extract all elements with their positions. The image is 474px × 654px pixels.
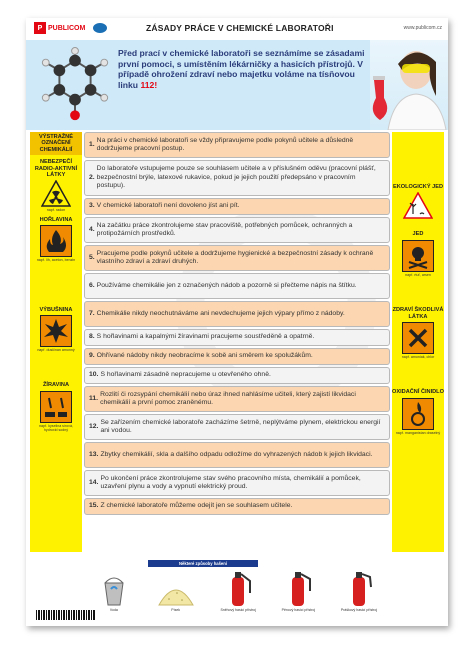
- rule-number: 14.: [89, 478, 99, 486]
- hazard-examples: např. rtuť, arsen: [405, 272, 431, 277]
- extinguishing-title: Některé způsoby hašení: [148, 560, 258, 567]
- hazard-poison: [392, 231, 444, 277]
- method-caption: Písek: [171, 608, 181, 612]
- rule-number: 9.: [89, 352, 95, 360]
- extinguisher-icon: [223, 567, 253, 607]
- page-title: ZÁSADY PRÁCE V CHEMICKÉ LABORATOŘI: [146, 23, 334, 33]
- rule-text: S hořlavinami a kapalnými žíravinami pracujeme soustředěně a opatrně.: [96, 333, 315, 341]
- hazard-ecotoxic: [392, 184, 444, 219]
- rule-item: [84, 348, 390, 365]
- rule-number: 7.: [89, 309, 95, 317]
- rule-item: [84, 198, 390, 215]
- hazard-name: ZDRAVÍ ŠKODLIVÁ LÁTKA: [392, 307, 444, 320]
- intro-banner: [26, 40, 448, 130]
- hazard-examples: např. radon: [46, 208, 66, 213]
- hazard-name: VÝBUŠNINA: [39, 306, 73, 313]
- rule-item: [84, 160, 390, 196]
- method-caption: Voda: [109, 608, 118, 612]
- method-sand: [157, 573, 195, 612]
- rule-item: [84, 132, 390, 158]
- rule-text: S hořlavinami zásadně nepracujeme u otevřeného ohně.: [100, 371, 271, 379]
- rule-text: Ohřívané nádoby nikdy neobracíme k sobě ani směrem ke spolužákům.: [96, 352, 313, 360]
- extinguishing-methods: [84, 570, 390, 612]
- rule-item: [84, 329, 390, 346]
- hazard-radioactive: [30, 159, 82, 213]
- rule-number: 11.: [89, 394, 99, 402]
- rule-number: 1.: [89, 140, 95, 148]
- rule-text: Na začátku práce zkontrolujeme stav pracoviště, potřebných pomůcek, ochranných a protipožárních prostředků.: [96, 221, 353, 237]
- hazard-heading: VÝSTRAŽNÉ OZNAČENÍ CHEMIKÁLIÍ: [30, 132, 82, 155]
- rule-number: 4.: [89, 225, 95, 233]
- method-water: [97, 573, 131, 612]
- hazard-flammable: [30, 217, 82, 263]
- radioactive-icon: [41, 180, 71, 207]
- rule-item: [84, 301, 390, 327]
- method-caption: Práškový hasicí přístroj: [340, 608, 378, 612]
- rule-number: 5.: [89, 253, 95, 261]
- rule-item: [84, 367, 390, 384]
- barcode: [36, 610, 96, 620]
- rule-text: Používáme chemikálie jen z označených nádob a pozorně si přečteme nápis na štítku.: [96, 281, 357, 289]
- rule-item: [84, 273, 390, 299]
- rule-number: 2.: [89, 173, 95, 181]
- publisher-logo-icon: P: [34, 22, 46, 34]
- corrosive-icon: [40, 391, 72, 423]
- rule-number: 8.: [89, 333, 95, 341]
- method-foam-extinguisher: [282, 567, 315, 612]
- publisher-logo: [34, 22, 85, 34]
- intro-text: [118, 48, 368, 90]
- molecule-icon: [36, 46, 114, 126]
- extinguishing-section: [84, 554, 390, 618]
- method-caption: Sněhový hasicí přístroj: [220, 608, 256, 612]
- rule-text: Z chemické laboratoře můžeme odejít jen se souhlasem učitele.: [100, 502, 293, 510]
- rule-item: [84, 386, 390, 412]
- rule-text: Se zařízením chemické laboratoře zacházíme šetrně, neplýtváme plynem, elektrickou energií ani vodou.: [100, 418, 381, 434]
- school-logo-icon: [93, 23, 107, 33]
- extinguisher-icon: [283, 567, 313, 607]
- flame-icon: [40, 225, 72, 257]
- hazard-examples: např. amoniak, chlor: [401, 355, 435, 360]
- hazard-examples: např. dusičnan amonný: [37, 348, 75, 353]
- left-hazard-column: [30, 132, 82, 552]
- rule-number: 12.: [89, 422, 99, 430]
- cross-icon: [402, 322, 434, 354]
- rule-text: Zbytky chemikálií, skla a dalšího odpadu odložíme do vyhrazených nádob k jejich likvidaci.: [100, 450, 373, 458]
- rule-number: 10.: [89, 371, 99, 379]
- rule-text: Chemikálie nikdy neochutnáváme ani nevdechujeme jejich výpary přímo z nádoby.: [96, 309, 345, 317]
- publisher-name: PUBLICOM: [48, 24, 86, 32]
- rule-number: 15.: [89, 502, 99, 510]
- scientist-photo: [370, 40, 448, 130]
- hazard-name: HOŘLAVINA: [39, 216, 73, 223]
- hazard-name: JED: [412, 231, 424, 238]
- rule-item: [84, 442, 390, 468]
- method-snow-extinguisher: [220, 567, 255, 612]
- sand-pile-icon: [157, 573, 195, 607]
- rule-number: 3.: [89, 202, 95, 210]
- rule-text: V chemické laboratoři není dovoleno jíst ani pít.: [96, 202, 240, 210]
- rule-number: 6.: [89, 281, 95, 289]
- rule-number: 13.: [89, 450, 99, 458]
- poster: [26, 18, 448, 626]
- method-caption: Pěnový hasicí přístroj: [281, 608, 316, 612]
- hazard-name: NEBEZPEČÍ RADIO-AKTIVNÍ LÁTKY: [34, 159, 78, 179]
- emergency-number: 112!: [140, 79, 158, 90]
- hazard-name: OXIDAČNÍ ČINIDLO: [392, 389, 444, 396]
- hazard-explosive: [30, 307, 82, 353]
- rule-text: Do laboratoře vstupujeme pouze se souhlasem učitele a v příslušném oděvu (pracovní plášť, bezpečnostní brýle, latexové rukavice, pokud je jejich použití předepsáno v pracovním postupu).: [96, 165, 376, 190]
- explosion-icon: [40, 315, 72, 347]
- rule-text: Na práci v chemické laboratoři se vždy připravujeme podle pokynů učitele a důsledně dodržujeme pracovní postup.: [96, 136, 354, 152]
- rule-item: [84, 245, 390, 271]
- hazard-examples: např. líh, aceton, benzin: [36, 258, 76, 263]
- rule-item: [84, 470, 390, 496]
- scientist-illustration-icon: [370, 40, 448, 130]
- website-url: www.publicom.cz: [403, 25, 442, 31]
- hazard-examples: např. kyselina sírová, hydroxid sodný: [39, 423, 73, 433]
- rules-list: [84, 132, 390, 552]
- intro-text-body: Před prací v chemické laboratoři se seznámíme se zásadami první pomoci, s umístěním lékárničky a hasicích přístrojů. V případě ohrožení zdraví nebo majetku voláme na tísňovou linku: [118, 48, 365, 90]
- rule-text: Pracujeme podle pokynů učitele a dodržujeme hygienické a bezpečnostní zásady k ochraně vlastního zdraví a zdraví druhých.: [96, 249, 374, 265]
- dead-tree-icon: [403, 192, 433, 219]
- rule-text: Rozlití či rozsypání chemikálií nebo úraz ihned nahlásíme učiteli, který zajistí likvidaci chemikálií a první pomoc zraněnému.: [100, 390, 356, 406]
- hazard-name: ŽÍRAVINA: [43, 382, 69, 389]
- hazard-harmful: [392, 307, 444, 359]
- hazard-examples: např. manganistan draselný: [395, 430, 441, 435]
- right-hazard-column: [392, 132, 444, 552]
- hazard-oxidizer: [392, 389, 444, 435]
- oxidizer-icon: [402, 398, 434, 430]
- skull-icon: [402, 240, 434, 272]
- method-powder-extinguisher: [341, 567, 377, 612]
- extinguisher-icon: [344, 567, 374, 607]
- rule-text: Po ukončení práce zkontrolujeme stav svého pracovního místa, chemikálií a pomůcek, uzavření plynu a vody a vypnutí elektrický proud.: [100, 474, 361, 490]
- rule-item: [84, 414, 390, 440]
- water-bucket-icon: [97, 573, 131, 607]
- hazard-corrosive: [30, 382, 82, 432]
- rule-item: [84, 217, 390, 243]
- rule-item: [84, 498, 390, 515]
- hazard-name: EKOLOGICKÝ JED: [392, 184, 444, 190]
